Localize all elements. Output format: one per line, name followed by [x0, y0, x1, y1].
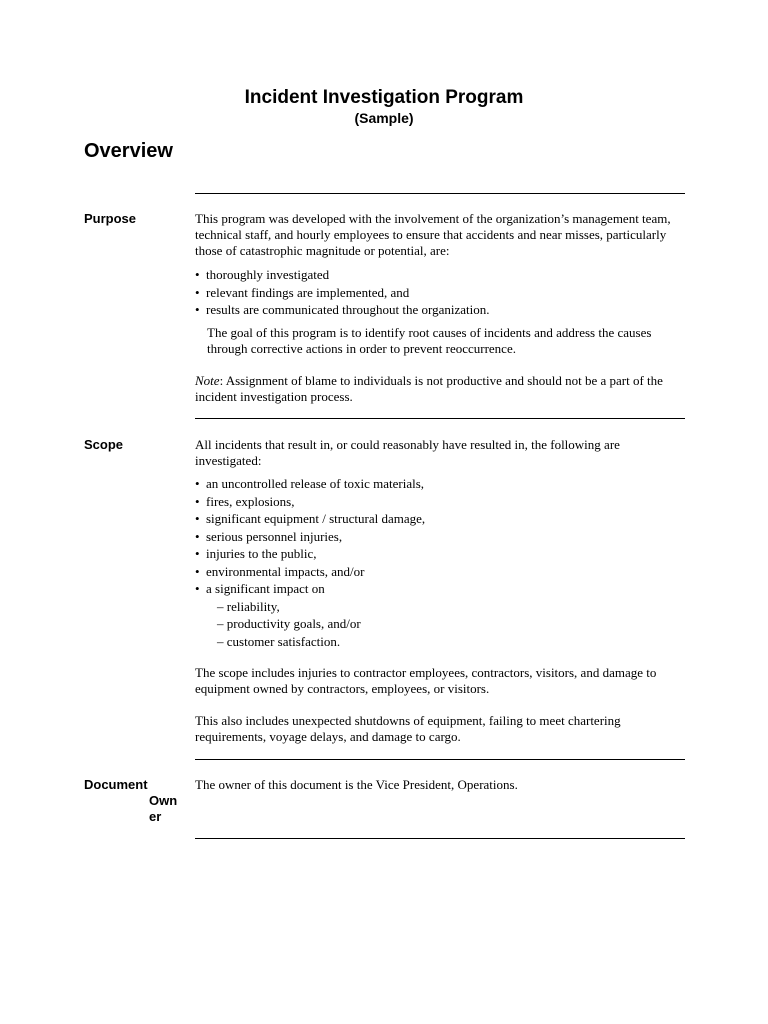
bullet-icon: •	[195, 476, 200, 491]
scope-paragraph: This also includes unexpected shutdowns of equipment, failing to meet chartering requirements, voyage delays, and damage to cargo.	[195, 713, 621, 744]
purpose-note	[195, 373, 687, 405]
bullet-icon: •	[195, 528, 200, 544]
bullet-icon: •	[195, 267, 200, 282]
bullet-icon: •	[195, 563, 200, 579]
divider-rule	[195, 193, 685, 194]
list-item: • environmental impacts, and/or	[195, 563, 365, 579]
scope-label: Scope	[84, 437, 124, 452]
divider-rule	[195, 418, 685, 419]
list-item: • a significant impact on	[195, 581, 325, 596]
purpose-goal: The goal of this program is to identify root causes of incidents and address the causes through corrective actions in order to prevent reoccurrence.	[207, 324, 652, 356]
list-item: – customer satisfaction.	[217, 633, 341, 649]
list-item: • fires, explosions,	[195, 493, 295, 509]
owner-text: The owner of this document is the Vice President, Operations.	[195, 777, 518, 792]
list-item: • results are communicated throughout the organization.	[195, 302, 490, 317]
document-subtitle: (Sample)	[354, 110, 414, 126]
purpose-intro: This program was developed with the involvement of the organization’s management team, technical staff, and hourly employees to ensure that accidents and near misses, particularly those of catastrophic magnitude or potential, are:	[195, 211, 671, 258]
bullet-icon: •	[195, 493, 200, 509]
section-heading: Overview	[84, 140, 173, 162]
owner-section	[195, 777, 687, 793]
list-item: – productivity goals, and/or	[217, 616, 361, 631]
purpose-label: Purpose	[84, 211, 137, 226]
owner-label: Document Own er	[84, 777, 178, 824]
bullet-icon: •	[195, 284, 200, 300]
note-text: : Assignment of blame to individuals is not productive and should not be a part of the incident investigation process.	[195, 372, 663, 404]
purpose-bullet-list	[195, 266, 687, 319]
scope-sub-list	[195, 598, 687, 651]
list-item: • serious personnel injuries,	[195, 528, 343, 544]
bullet-icon: •	[195, 511, 200, 526]
scope-section	[195, 437, 687, 745]
divider-rule	[195, 838, 685, 839]
purpose-section	[195, 211, 687, 405]
list-item: • injuries to the public,	[195, 546, 317, 561]
list-item: • an uncontrolled release of toxic materials,	[195, 476, 425, 491]
scope-intro: All incidents that result in, or could reasonably have resulted in, the following are investigated:	[195, 437, 620, 468]
bullet-icon: •	[195, 581, 200, 596]
bullet-icon: •	[195, 546, 200, 561]
scope-paragraph: The scope includes injuries to contractor employees, contractors, visitors, and damage to equipment owned by contractors, employees, or visitors.	[195, 665, 657, 696]
list-item: • significant equipment / structural damage,	[195, 511, 426, 526]
note-label: Note	[195, 372, 220, 388]
scope-bullet-list	[195, 475, 687, 598]
document-title: Incident Investigation Program	[244, 87, 524, 108]
list-item: • thoroughly investigated	[195, 267, 330, 282]
bullet-icon: •	[195, 302, 200, 317]
list-item: – reliability,	[217, 598, 280, 614]
divider-rule	[195, 759, 685, 760]
list-item: • relevant findings are implemented, and	[195, 284, 410, 300]
